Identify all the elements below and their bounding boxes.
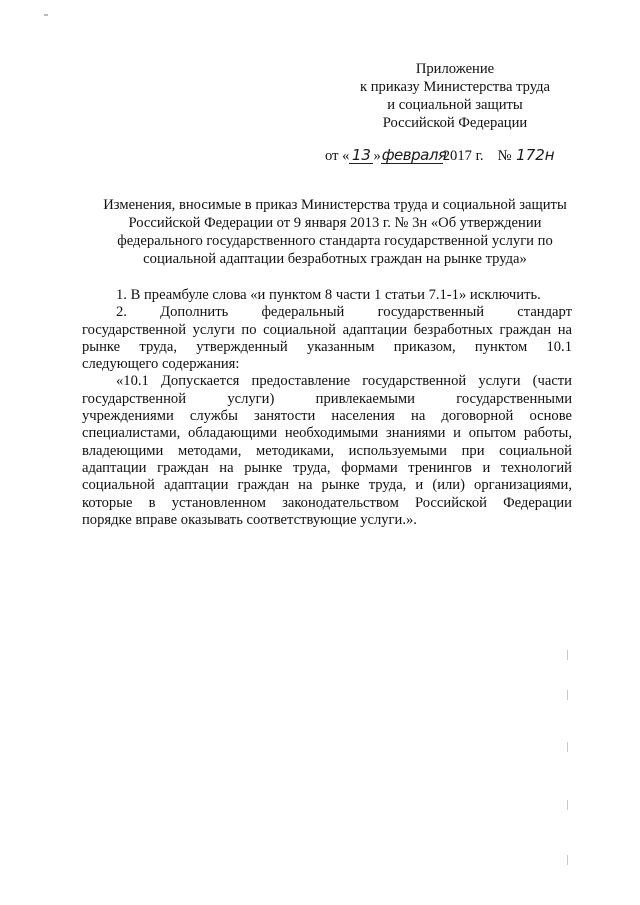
- paragraph-3-line-6: адаптации граждан на рынке труда, формами тренингов и технологий: [82, 459, 572, 476]
- title-line-1: Изменения, вносимые в приказ Министерства труда и социальной защиты: [103, 197, 567, 213]
- paragraph-3-line-1: «10.1 Допускается предоставление государственной услуги (части: [116, 373, 572, 390]
- title-line-4: социальной адаптации безработных граждан на рынке труда»: [143, 251, 527, 267]
- date-year: 2017 г.: [442, 148, 484, 164]
- scan-margin-marks: [567, 650, 569, 890]
- document-body: [82, 287, 572, 529]
- handwritten-order-number: 172н: [516, 146, 555, 164]
- title-line-2: Российской Федерации от 9 января 2013 г. № 3н «Об утверждении: [128, 215, 542, 231]
- date-quote-close: »: [373, 148, 381, 164]
- appendix-line-4: Российской Федерации: [382, 115, 528, 131]
- appendix-line-1: Приложение: [415, 61, 495, 77]
- paragraph-3-line-2: государственной услуги) привлекаемыми государственными: [82, 390, 572, 407]
- paragraph-3-line-3: учреждениями службы занятости населения на договорной основе: [82, 408, 572, 425]
- order-date-line: [325, 146, 553, 166]
- paragraph-3-line-5: владеющими методами, методиками, используемыми при социальной: [82, 442, 572, 459]
- appendix-header: [340, 60, 570, 132]
- paragraph-2-line-4: следующего содержания:: [82, 356, 240, 373]
- handwritten-day: 13: [349, 147, 373, 164]
- appendix-line-2: к приказу Министерства труда: [359, 79, 551, 95]
- date-prefix: от «: [325, 148, 350, 164]
- document-title: [80, 196, 590, 268]
- number-label: №: [497, 148, 512, 164]
- paragraph-3-line-4: специалистами, обладающими необходимыми знаниями и опытом работы,: [82, 425, 572, 442]
- handwritten-month: февраля: [381, 146, 447, 164]
- paragraph-2-line-2: государственной услуги по социальной адаптации безработных граждан на: [82, 321, 572, 338]
- paragraph-3-line-9: порядке вправе оказывать соответствующие услуги.».: [82, 511, 417, 528]
- title-line-3: федерального государственного стандарта государственной услуги по: [117, 233, 553, 249]
- paragraph-3-line-7: социальной адаптации граждан на рынке труда, и (или) организациями,: [82, 477, 572, 494]
- paragraph-2-line-3: рынке труда, утвержденный указанным приказом, пунктом 10.1: [82, 338, 572, 355]
- appendix-line-3: и социальной защиты: [387, 97, 523, 113]
- paragraph-3-line-8: которые в установленном законодательством Российской Федерации: [82, 494, 572, 511]
- scan-speck: [44, 14, 48, 16]
- paragraph-1: 1. В преамбуле слова «и пунктом 8 части 1 статьи 7.1-1» исключить.: [116, 287, 541, 303]
- paragraph-2-line-1: 2. Дополнить федеральный государственный стандарт: [116, 304, 572, 321]
